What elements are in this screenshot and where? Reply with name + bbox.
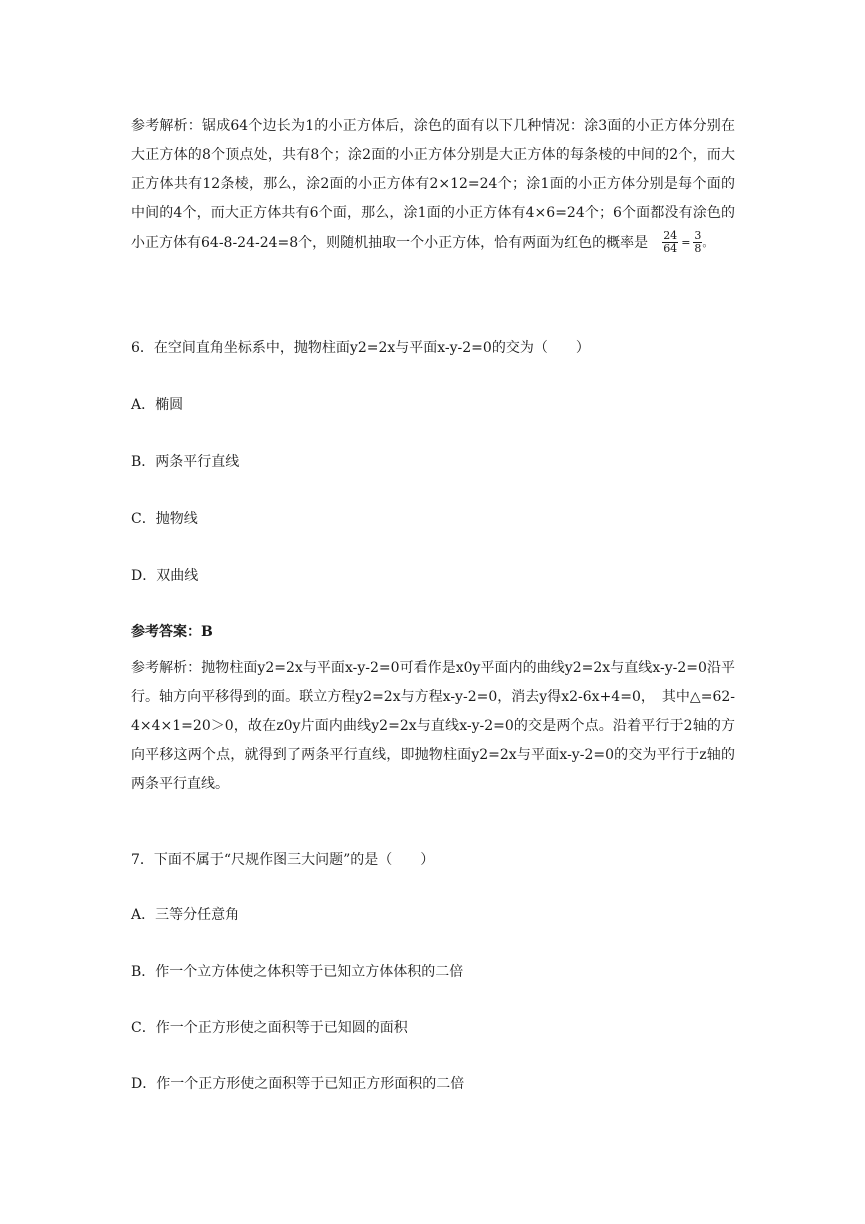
fraction-numerator: 3 [694,229,702,242]
fraction-denominator: 64 [663,242,678,255]
question-7-stem: 7．下面不属于“尺规作图三大问题”的是（ ） [131,852,435,868]
question-6-option-a: A．椭圆 [131,397,184,413]
question-6-option-d: D．双曲线 [131,568,199,584]
question-6-stem: 6．在空间直角坐标系中，抛物柱面y2=2x与平面x-y-2=0的交为（ ） [131,340,590,356]
fraction-numerator: 24 [663,229,678,242]
question-6-option-b: B．两条平行直线 [131,454,240,470]
fraction-denominator: 8 [694,242,702,255]
solution-5-analysis [131,112,735,258]
question-7-option-a: A．三等分任意角 [131,907,240,923]
question-7-option-c: C．作一个正方形使之面积等于已知圆的面积 [131,1020,408,1036]
period: 。 [702,236,714,249]
question-6-analysis: 参考解析：抛物柱面y2=2x与平面x-y-2=0可看作是x0y平面内的曲线y2=2x与直线x-y-2=0沿平行。轴方向平移得到的面。联立方程y2=2x与方程x-y-2=0，消去y得x2-6x+4=0， 其中△=62-4×4×1=20＞0，故在z0y片面内曲线y2=2x与直线x-y-2=0的交是两个点。沿着平行于2轴的方向平移这两个点，就得到了两条平行直线，即抛物柱面y2=2x与平面x-y-2=0的交为平行于z轴的两条平行直线。 [131,660,735,792]
solution-5-text: 参考解析：锯成64个边长为1的小正方体后，涂色的面有以下几种情况：涂3面的小正方体分别在大正方体的8个顶点处，共有8个；涂2面的小正方体分别是大正方体的每条棱的中间的2个，而大正方体共有12条棱，那么，涂2面的小正方体有2×12=24个；涂1面的小正方体分别是每个面的中间的4个，而大正方体共有6个面，那么，涂1面的小正方体有4×6=24个；6个面都没有涂色的小正方体有64-8-24-24=8个，则随机抽取一个小正方体，恰有两面为红色的概率是 [131,118,735,251]
probability-formula [662,228,713,258]
question-7-option-b: B．作一个立方体使之体积等于已知立方体体积的二倍 [131,964,464,980]
question-7-option-d: D．作一个正方形使之面积等于已知正方形面积的二倍 [131,1076,465,1092]
question-6-answer: 参考答案：B [131,624,213,640]
fraction-24-64 [662,230,678,255]
question-6-option-c: C．抛物线 [131,511,198,527]
equals-sign: = [681,236,691,249]
